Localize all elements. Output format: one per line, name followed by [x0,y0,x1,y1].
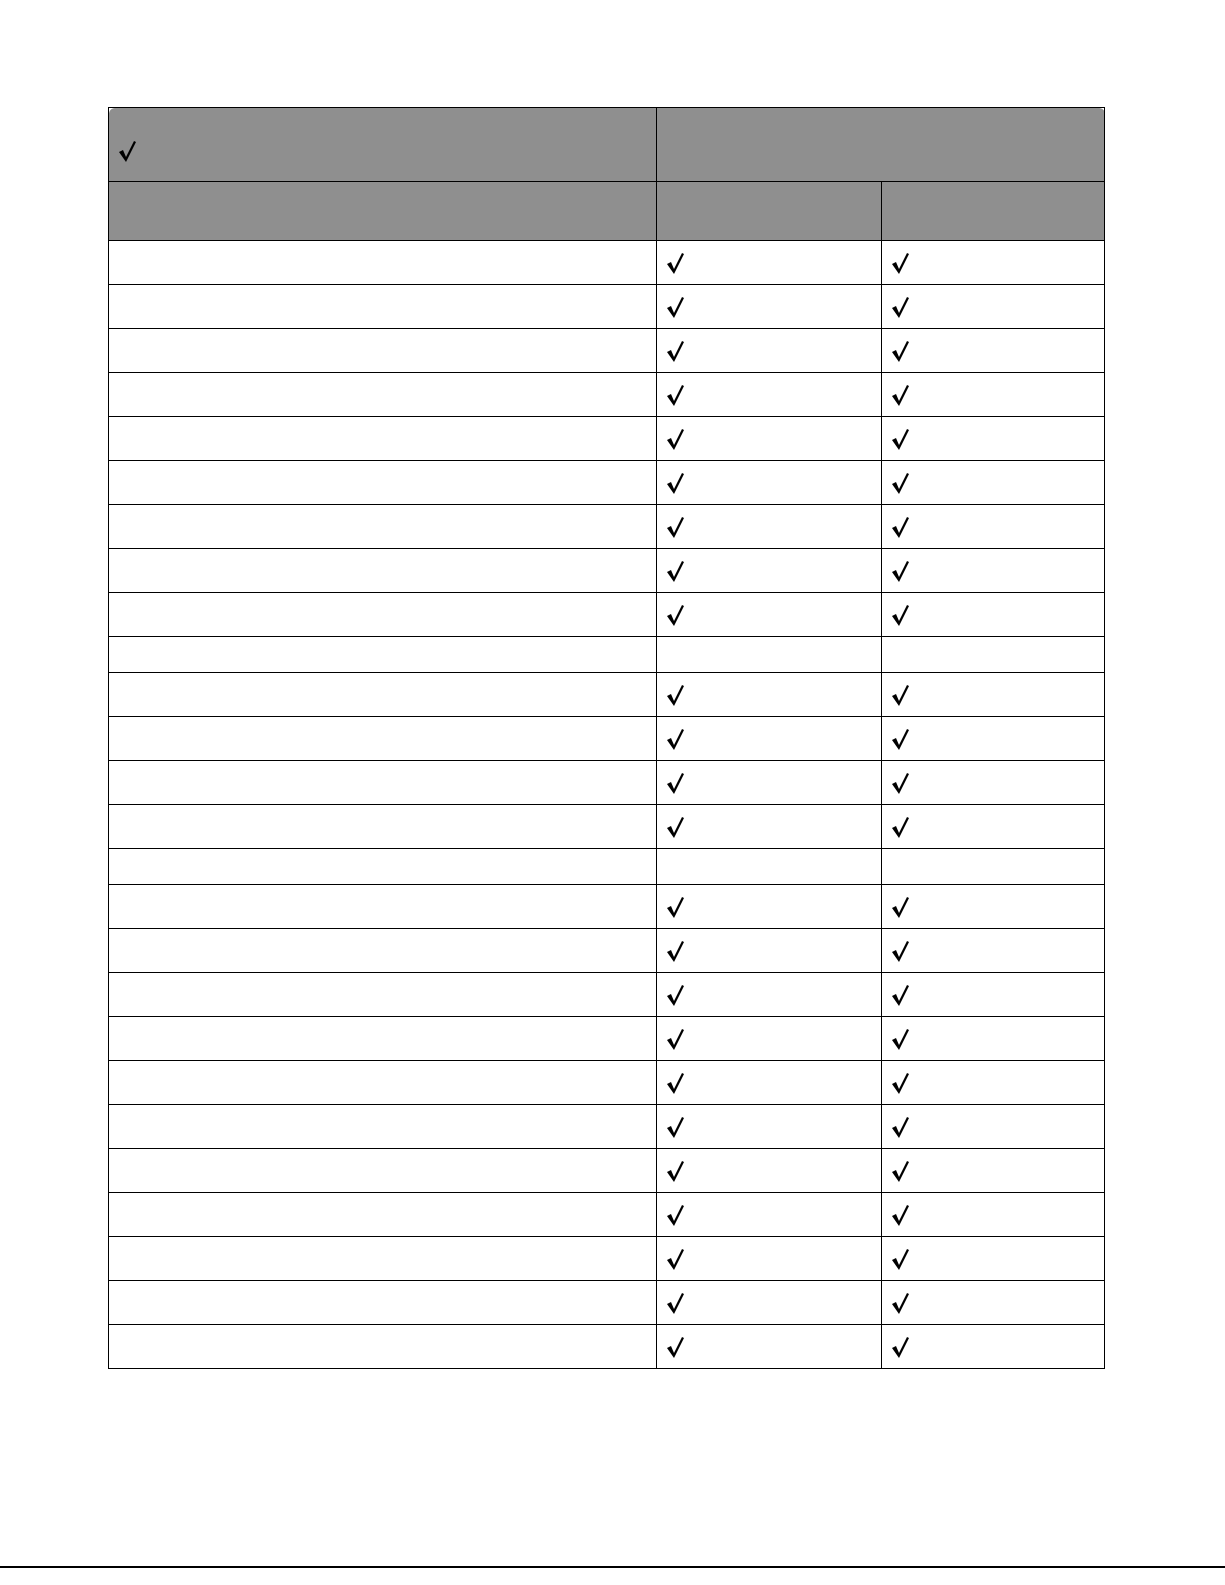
option-b-cell [882,549,1105,593]
table-row [109,1061,1105,1105]
item-cell [109,673,657,717]
checkmark-icon [665,515,685,539]
table-row [109,717,1105,761]
item-cell [109,1149,657,1193]
checkmark-icon [665,603,685,627]
item-cell [109,849,657,885]
item-cell [109,1061,657,1105]
option-b-cell [882,1193,1105,1237]
option-b-cell [882,973,1105,1017]
table-row [109,761,1105,805]
option-a-cell [657,285,882,329]
option-a-cell [657,929,882,973]
table-header [109,108,1105,241]
option-a-cell [657,1017,882,1061]
item-cell [109,461,657,505]
option-a-cell [657,461,882,505]
checkmark-icon [890,1071,910,1095]
checkmark-icon [890,603,910,627]
option-b-cell [882,417,1105,461]
option-b-cell [882,761,1105,805]
checkmark-icon [890,1247,910,1271]
checkmark-icon [665,339,685,363]
item-cell [109,717,657,761]
item-cell [109,285,657,329]
checkmark-icon [665,1203,685,1227]
table-row [109,805,1105,849]
option-a-cell [657,241,882,285]
checkmark-icon [890,939,910,963]
checkmark-icon [890,1203,910,1227]
checkmark-icon [890,895,910,919]
table-row [109,1325,1105,1369]
table-row [109,849,1105,885]
checkmark-icon [665,559,685,583]
table-row [109,1017,1105,1061]
option-b-cell [882,1061,1105,1105]
item-cell [109,329,657,373]
checkmark-icon [890,559,910,583]
option-b-cell [882,1281,1105,1325]
option-b-cell [882,1325,1105,1369]
item-cell [109,805,657,849]
item-cell [109,417,657,461]
item-cell [109,1325,657,1369]
option-a-cell [657,885,882,929]
checkmark-icon [665,295,685,319]
table-row [109,593,1105,637]
checkmark-icon [665,1027,685,1051]
checkmark-icon [117,139,137,163]
table-row [109,1281,1105,1325]
table-row [109,885,1105,929]
option-a-cell [657,1061,882,1105]
option-a-cell [657,1105,882,1149]
checkmark-icon [890,339,910,363]
checkmark-icon [890,1335,910,1359]
item-cell [109,885,657,929]
option-a-cell [657,673,882,717]
option-b-cell [882,1017,1105,1061]
checkmark-icon [665,251,685,275]
item-cell [109,593,657,637]
checkmark-icon [665,1159,685,1183]
option-b-cell [882,929,1105,973]
column-group-header [657,108,1105,182]
checkmark-icon [665,471,685,495]
item-cell [109,929,657,973]
option-b-cell [882,241,1105,285]
option-a-cell [657,973,882,1017]
option-a-cell [657,417,882,461]
option-a-cell [657,761,882,805]
table-row [109,973,1105,1017]
option-b-cell [882,849,1105,885]
item-cell [109,373,657,417]
checkmark-icon [890,515,910,539]
checkmark-icon [890,295,910,319]
option-b-cell [882,1105,1105,1149]
table-row [109,673,1105,717]
checkmark-icon [665,683,685,707]
item-cell [109,505,657,549]
table-row [109,373,1105,417]
checkmark-icon [665,727,685,751]
table-body [109,241,1105,1369]
option-b-cell [882,505,1105,549]
option-a-cell [657,329,882,373]
checkmark-icon [890,1027,910,1051]
table-row [109,1105,1105,1149]
option-a-cell [657,593,882,637]
table-row [109,329,1105,373]
checkmark-icon [890,251,910,275]
option-a-cell [657,1281,882,1325]
option-b-cell [882,373,1105,417]
checkmark-icon [665,1115,685,1139]
option-a-cell [657,1193,882,1237]
checkmark-icon [890,427,910,451]
item-cell [109,549,657,593]
checkmark-icon [665,1291,685,1315]
table-row [109,1149,1105,1193]
option-a-cell [657,637,882,673]
table-row [109,417,1105,461]
option-a-cell [657,1325,882,1369]
option-a-cell [657,505,882,549]
option-b-cell [882,805,1105,849]
table-row [109,1237,1105,1281]
option-b-cell [882,637,1105,673]
option-b-cell [882,329,1105,373]
item-cell [109,1105,657,1149]
checkmark-icon [890,771,910,795]
table-row [109,461,1105,505]
checkmark-icon [665,771,685,795]
checkmark-icon [890,727,910,751]
checkmark-icon [890,683,910,707]
table-row [109,1193,1105,1237]
checkmark-icon [890,815,910,839]
page-footer-rule [0,1566,1225,1568]
table-row [109,929,1105,973]
item-cell [109,1237,657,1281]
checkmark-icon [890,983,910,1007]
option-b-cell [882,885,1105,929]
item-cell [109,973,657,1017]
option-b-cell [882,461,1105,505]
checkmark-icon [665,895,685,919]
header-row-top [109,108,1105,182]
checkmark-icon [665,1071,685,1095]
support-matrix-table [108,107,1105,1369]
header-row-sub [109,182,1105,241]
checkmark-icon [890,1291,910,1315]
item-cell [109,1017,657,1061]
item-cell [109,637,657,673]
checkmark-icon [665,815,685,839]
option-b-cell [882,285,1105,329]
table-row [109,241,1105,285]
checkmark-icon [665,983,685,1007]
item-cell [109,1281,657,1325]
checkmark-icon [665,427,685,451]
option-b-cell [882,1237,1105,1281]
item-cell [109,241,657,285]
checkmark-icon [890,383,910,407]
checkmark-icon [890,471,910,495]
option-a-column-header [657,182,882,241]
checkmark-icon [890,1115,910,1139]
legend-cell [109,108,657,182]
option-a-cell [657,373,882,417]
item-column-header [109,182,657,241]
table-row [109,637,1105,673]
checkmark-icon [890,1159,910,1183]
option-a-cell [657,717,882,761]
table-row [109,505,1105,549]
option-b-cell [882,673,1105,717]
option-b-cell [882,593,1105,637]
checkmark-icon [665,1335,685,1359]
item-cell [109,1193,657,1237]
option-b-column-header [882,182,1105,241]
option-b-cell [882,1149,1105,1193]
table-row [109,285,1105,329]
item-cell [109,761,657,805]
checkmark-icon [665,939,685,963]
option-a-cell [657,1237,882,1281]
checkmark-icon [665,1247,685,1271]
option-a-cell [657,805,882,849]
option-a-cell [657,849,882,885]
table-row [109,549,1105,593]
option-a-cell [657,549,882,593]
checkmark-icon [665,383,685,407]
option-b-cell [882,717,1105,761]
option-a-cell [657,1149,882,1193]
